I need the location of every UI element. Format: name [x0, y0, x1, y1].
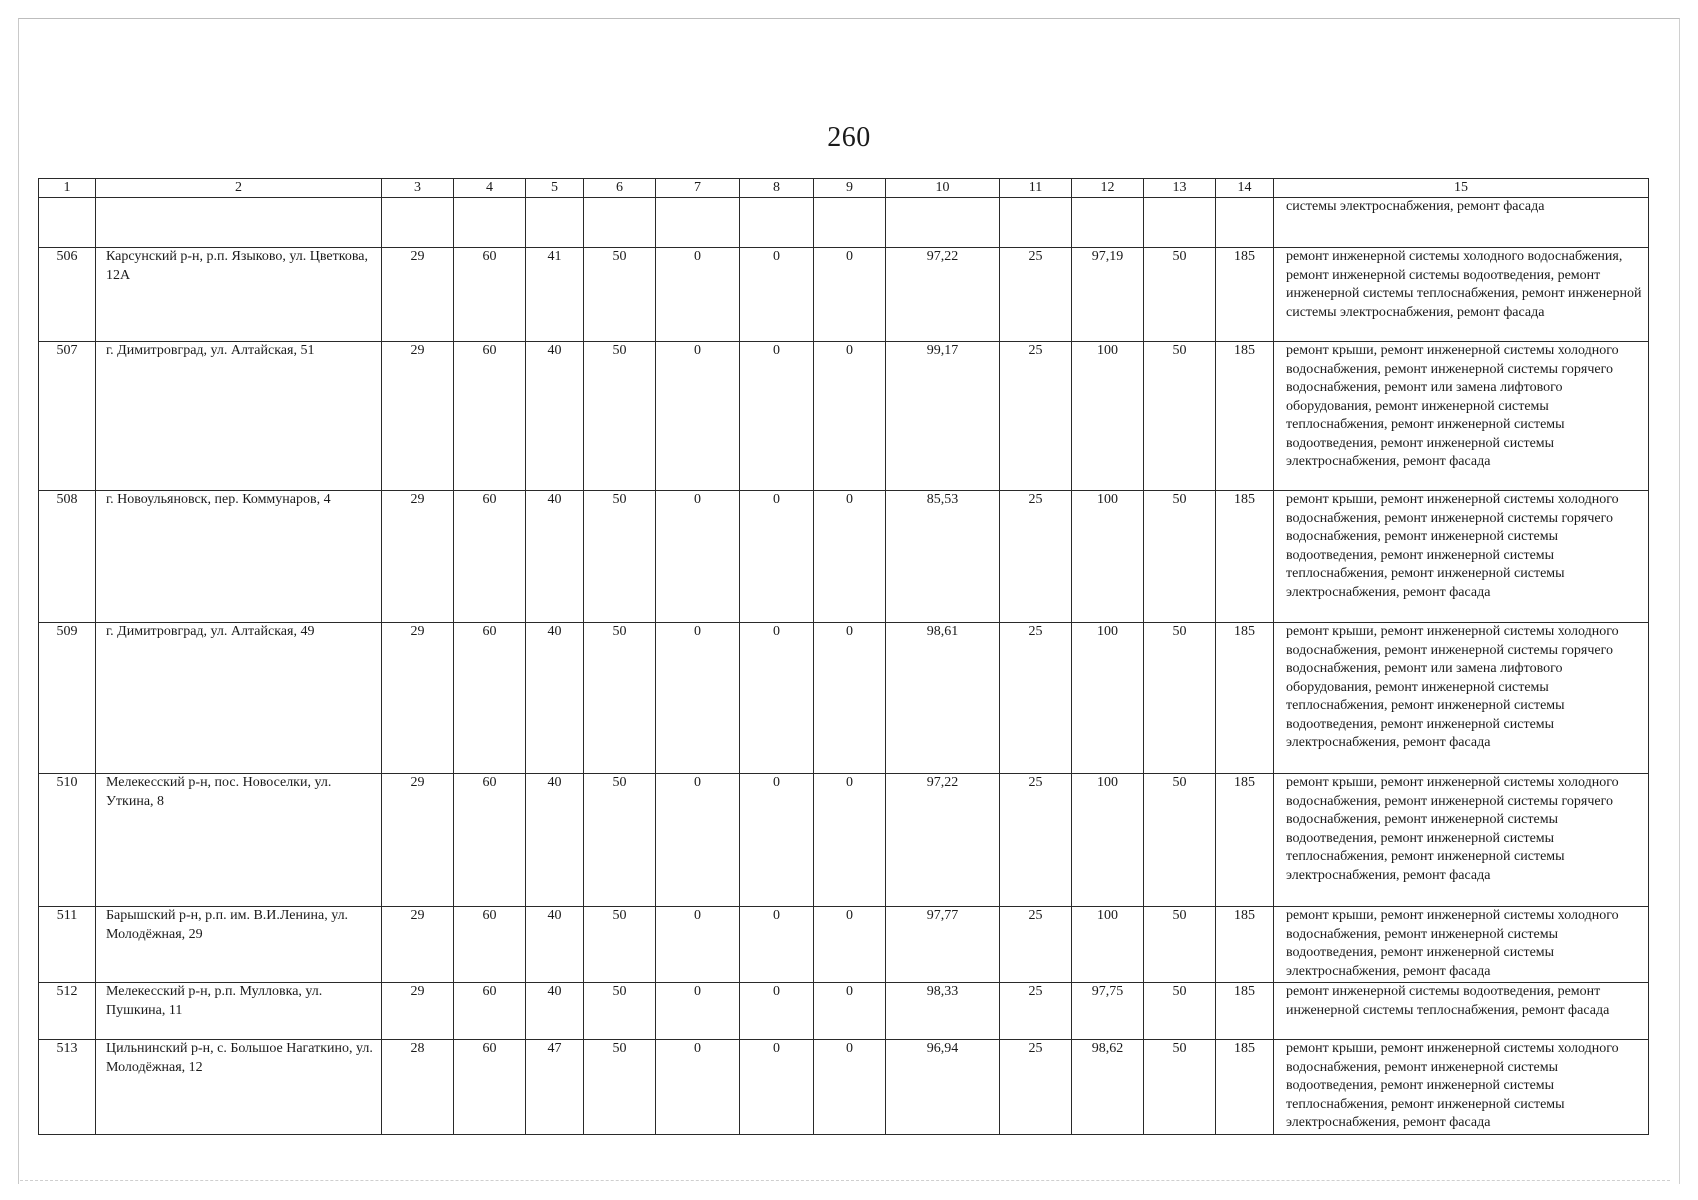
table-cell: 0	[740, 907, 814, 983]
table-cell: 29	[382, 342, 454, 491]
table-cell: 50	[1144, 248, 1216, 342]
table-cell: 25	[1000, 1040, 1072, 1135]
table-cell: 50	[584, 907, 656, 983]
scan-edge-line	[20, 1180, 1670, 1181]
column-header: 7	[656, 179, 740, 198]
table-cell: 185	[1216, 342, 1274, 491]
table-cell: 0	[740, 1040, 814, 1135]
table-cell: 29	[382, 983, 454, 1040]
column-header: 6	[584, 179, 656, 198]
table-cell: 41	[526, 248, 584, 342]
table-cell: 0	[740, 491, 814, 623]
table-cell: 50	[584, 342, 656, 491]
table-cell: 50	[1144, 983, 1216, 1040]
table-cell: 50	[1144, 491, 1216, 623]
column-header: 5	[526, 179, 584, 198]
column-header: 4	[454, 179, 526, 198]
table-cell	[1144, 198, 1216, 248]
column-header: 12	[1072, 179, 1144, 198]
table-cell	[382, 198, 454, 248]
table-cell: 0	[740, 623, 814, 774]
table-cell: 40	[526, 491, 584, 623]
table-cell: 0	[740, 983, 814, 1040]
table-cell	[1072, 198, 1144, 248]
column-header: 2	[96, 179, 382, 198]
table-cell: 50	[584, 774, 656, 907]
table-cell: 0	[814, 1040, 886, 1135]
works-cell: ремонт инженерной системы водоотведения, ремонт инженерной системы теплоснабжения, ремонт фасада	[1274, 983, 1649, 1040]
column-header: 15	[1274, 179, 1649, 198]
table-cell: 0	[814, 907, 886, 983]
table-cell: 97,75	[1072, 983, 1144, 1040]
table-cell: 50	[1144, 907, 1216, 983]
address-cell: Цильнинский р-н, с. Большое Нагаткино, ул. Молодёжная, 12	[96, 1040, 382, 1135]
page-number: 260	[827, 122, 871, 153]
works-cell: ремонт крыши, ремонт инженерной системы холодного водоснабжения, ремонт инженерной системы горячего водоснабжения, ремонт инженерной системы водоотведения, ремонт инженерной системы теплоснабжения, ремонт инженерной системы электроснабжения, ремонт фасада	[1274, 491, 1649, 623]
table-cell: 100	[1072, 774, 1144, 907]
row-number-cell: 512	[39, 983, 96, 1040]
table-cell: 100	[1072, 491, 1144, 623]
table-cell: 25	[1000, 491, 1072, 623]
table-cell: 50	[1144, 774, 1216, 907]
table-row-continued	[39, 198, 1649, 248]
column-header: 1	[39, 179, 96, 198]
table-cell: 50	[1144, 1040, 1216, 1135]
table-cell: 25	[1000, 774, 1072, 907]
table-cell: 28	[382, 1040, 454, 1135]
table-cell: 0	[656, 248, 740, 342]
column-header: 3	[382, 179, 454, 198]
table-cell: 25	[1000, 907, 1072, 983]
table-cell: 60	[454, 983, 526, 1040]
table-cell: 60	[454, 774, 526, 907]
table-cell	[96, 198, 382, 248]
table-cell: 40	[526, 774, 584, 907]
table-cell: 50	[584, 491, 656, 623]
table-cell: 0	[656, 342, 740, 491]
works-cell: ремонт крыши, ремонт инженерной системы холодного водоснабжения, ремонт инженерной системы горячего водоснабжения, ремонт инженерной системы водоотведения, ремонт инженерной системы теплоснабжения, ремонт инженерной системы электроснабжения, ремонт фасада	[1274, 774, 1649, 907]
table-cell: 60	[454, 342, 526, 491]
table-cell: 0	[656, 491, 740, 623]
table-cell	[39, 198, 96, 248]
table-cell: 29	[382, 774, 454, 907]
table-cell: 185	[1216, 623, 1274, 774]
table-cell: 185	[1216, 491, 1274, 623]
table-row	[39, 907, 1649, 983]
table-cell	[814, 198, 886, 248]
table-cell: 50	[584, 983, 656, 1040]
table-cell: 40	[526, 623, 584, 774]
address-cell: г. Димитровград, ул. Алтайская, 49	[96, 623, 382, 774]
table-cell: 100	[1072, 342, 1144, 491]
table-cell: 40	[526, 907, 584, 983]
table-cell: 0	[814, 248, 886, 342]
table-cell: 29	[382, 248, 454, 342]
table-row	[39, 342, 1649, 491]
table-cell: 97,22	[886, 248, 1000, 342]
address-cell: г. Новоульяновск, пер. Коммунаров, 4	[96, 491, 382, 623]
table-cell: 185	[1216, 248, 1274, 342]
column-header: 8	[740, 179, 814, 198]
table-row	[39, 983, 1649, 1040]
table-row	[39, 248, 1649, 342]
row-number-cell: 508	[39, 491, 96, 623]
works-cell: ремонт крыши, ремонт инженерной системы холодного водоснабжения, ремонт инженерной системы водоотведения, ремонт инженерной системы теплоснабжения, ремонт инженерной системы электроснабжения, ремонт фасада	[1274, 1040, 1649, 1135]
table-cell	[526, 198, 584, 248]
table-cell: 0	[740, 774, 814, 907]
column-header: 14	[1216, 179, 1274, 198]
table-cell: 60	[454, 491, 526, 623]
table-cell: 185	[1216, 1040, 1274, 1135]
table-cell: 85,53	[886, 491, 1000, 623]
table-cell: 25	[1000, 623, 1072, 774]
table-cell	[1216, 198, 1274, 248]
table-cell: 0	[656, 983, 740, 1040]
table-cell: 60	[454, 907, 526, 983]
table-row	[39, 623, 1649, 774]
works-cell: ремонт крыши, ремонт инженерной системы холодного водоснабжения, ремонт инженерной системы горячего водоснабжения, ремонт или замена лифтового оборудования, ремонт инженерной системы теплоснабжения, ремонт инженерной системы водоотведения, ремонт инженерной системы электроснабжения, ремонт фасада	[1274, 342, 1649, 491]
column-header: 9	[814, 179, 886, 198]
table-cell: 60	[454, 623, 526, 774]
works-cell: системы электроснабжения, ремонт фасада	[1274, 198, 1649, 248]
table-cell: 50	[1144, 342, 1216, 491]
table-cell: 29	[382, 907, 454, 983]
table-cell: 100	[1072, 623, 1144, 774]
table-cell	[740, 198, 814, 248]
table-cell: 0	[656, 774, 740, 907]
row-number-cell: 510	[39, 774, 96, 907]
column-number-row	[39, 179, 1649, 198]
table-cell: 99,17	[886, 342, 1000, 491]
address-cell: Карсунский р-н, р.п. Языково, ул. Цветкова, 12А	[96, 248, 382, 342]
table-cell: 0	[740, 248, 814, 342]
table-cell: 97,22	[886, 774, 1000, 907]
table-cell: 0	[814, 491, 886, 623]
table-cell: 0	[740, 342, 814, 491]
table-cell: 40	[526, 983, 584, 1040]
table-cell: 185	[1216, 907, 1274, 983]
table-cell: 25	[1000, 983, 1072, 1040]
table-cell: 98,61	[886, 623, 1000, 774]
table-cell: 97,19	[1072, 248, 1144, 342]
table-cell: 50	[584, 1040, 656, 1135]
table-cell: 97,77	[886, 907, 1000, 983]
column-header: 10	[886, 179, 1000, 198]
address-cell: Мелекесский р-н, р.п. Мулловка, ул. Пушкина, 11	[96, 983, 382, 1040]
table-row	[39, 774, 1649, 907]
address-cell: Барышский р-н, р.п. им. В.И.Ленина, ул. Молодёжная, 29	[96, 907, 382, 983]
works-cell: ремонт крыши, ремонт инженерной системы холодного водоснабжения, ремонт инженерной системы водоотведения, ремонт инженерной системы электроснабжения, ремонт фасада	[1274, 907, 1649, 983]
address-cell: г. Димитровград, ул. Алтайская, 51	[96, 342, 382, 491]
table-cell: 50	[584, 248, 656, 342]
table-cell: 0	[814, 623, 886, 774]
row-number-cell: 506	[39, 248, 96, 342]
table-cell	[454, 198, 526, 248]
table-cell	[656, 198, 740, 248]
table-cell: 50	[1144, 623, 1216, 774]
table-row	[39, 1040, 1649, 1135]
table-cell: 185	[1216, 983, 1274, 1040]
table-cell: 25	[1000, 248, 1072, 342]
table-cell: 0	[814, 983, 886, 1040]
row-number-cell: 511	[39, 907, 96, 983]
table-cell	[886, 198, 1000, 248]
table-cell: 0	[814, 774, 886, 907]
table-cell: 100	[1072, 907, 1144, 983]
table-cell: 29	[382, 491, 454, 623]
works-cell: ремонт инженерной системы холодного водоснабжения, ремонт инженерной системы водоотведения, ремонт инженерной системы теплоснабжения, ремонт инженерной системы электроснабжения, ремонт фасада	[1274, 248, 1649, 342]
table-cell: 25	[1000, 342, 1072, 491]
repair-program-table	[38, 178, 1649, 1135]
table-cell: 29	[382, 623, 454, 774]
table-cell: 60	[454, 1040, 526, 1135]
row-number-cell: 513	[39, 1040, 96, 1135]
table-cell: 60	[454, 248, 526, 342]
table-cell: 98,33	[886, 983, 1000, 1040]
table-cell: 40	[526, 342, 584, 491]
column-header: 13	[1144, 179, 1216, 198]
works-cell: ремонт крыши, ремонт инженерной системы холодного водоснабжения, ремонт инженерной системы горячего водоснабжения, ремонт или замена лифтового оборудования, ремонт инженерной системы теплоснабжения, ремонт инженерной системы водоотведения, ремонт инженерной системы электроснабжения, ремонт фасада	[1274, 623, 1649, 774]
row-number-cell: 507	[39, 342, 96, 491]
table-cell	[1000, 198, 1072, 248]
column-header: 11	[1000, 179, 1072, 198]
table-cell: 0	[814, 342, 886, 491]
table-cell	[584, 198, 656, 248]
table-row	[39, 491, 1649, 623]
table-cell: 98,62	[1072, 1040, 1144, 1135]
table-cell: 185	[1216, 774, 1274, 907]
table-cell: 96,94	[886, 1040, 1000, 1135]
table-cell: 50	[584, 623, 656, 774]
table-cell: 0	[656, 1040, 740, 1135]
table-cell: 47	[526, 1040, 584, 1135]
address-cell: Мелекесский р-н, пос. Новоселки, ул. Уткина, 8	[96, 774, 382, 907]
table-cell: 0	[656, 907, 740, 983]
table-cell: 0	[656, 623, 740, 774]
row-number-cell: 509	[39, 623, 96, 774]
